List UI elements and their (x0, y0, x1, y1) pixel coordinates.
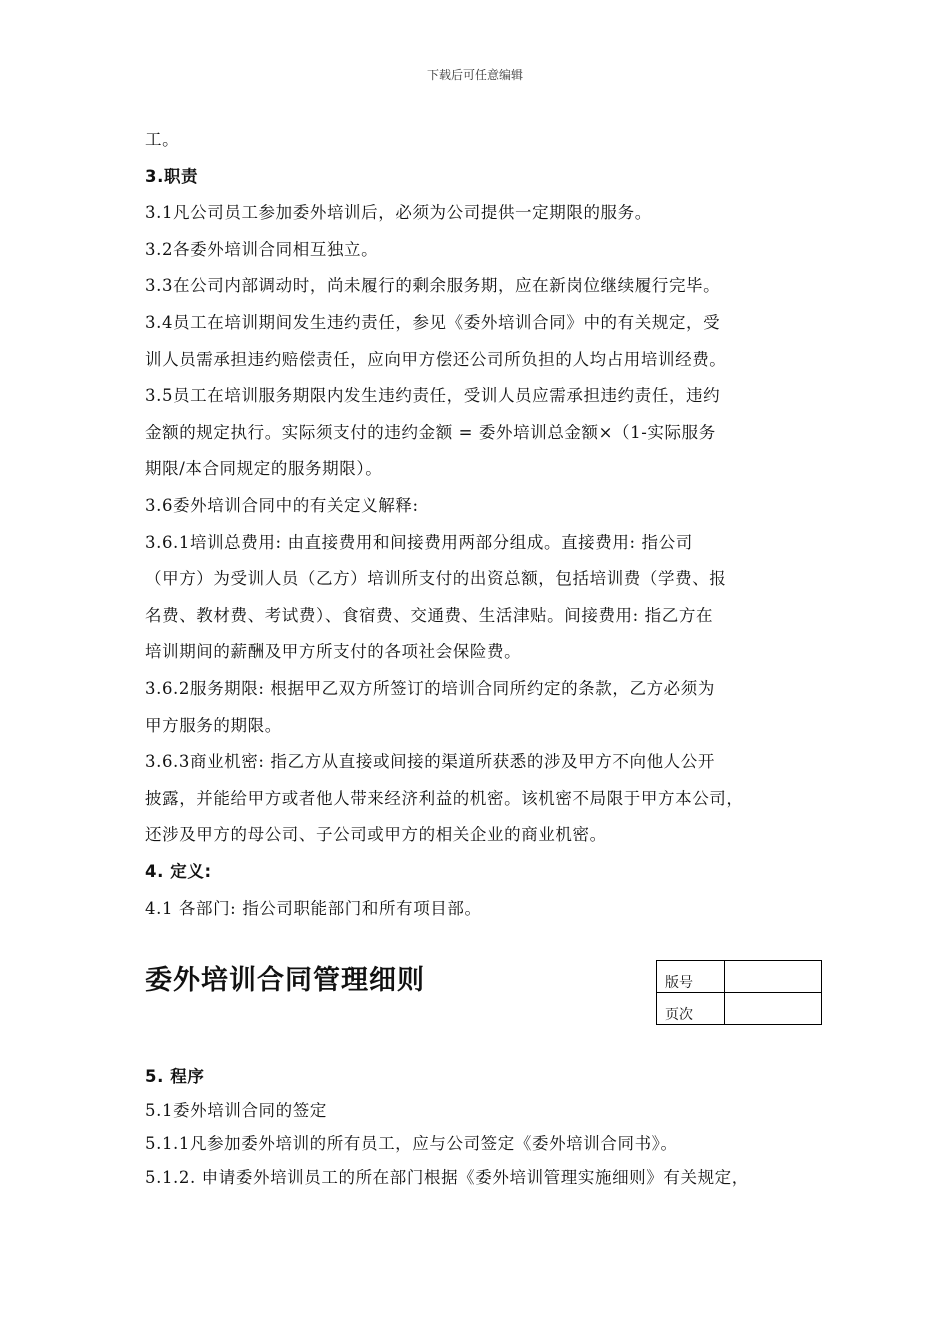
paragraph-line: 5.1.1凡参加委外培训的所有员工，应与公司签定《委外培训合同书》。 (145, 1134, 678, 1153)
page-value (725, 993, 822, 1025)
paragraph-line: （甲方）为受训人员（乙方）培训所支付的出资总额，包括培训费（学费、报 (145, 569, 727, 589)
paragraph-line: 金额的规定执行。实际须支付的违约金额 = 委外培训总金额×（1-实际服务 (145, 422, 716, 442)
page-label: 页次 (657, 993, 725, 1025)
section-heading: 4. 定义: (145, 862, 212, 881)
paragraph-line: 3.6.1培训总费用: 由直接费用和间接费用两部分组成。直接费用: 指公司 (145, 532, 693, 552)
paragraph-line: 3.4员工在培训期间发生违约责任，参见《委外培训合同》中的有关规定，受 (145, 313, 721, 332)
document-title: 委外培训合同管理细则 (145, 965, 425, 996)
paragraph-line: 3.6.2服务期限: 根据甲乙双方所签订的培训合同所约定的条款，乙方必须为 (145, 679, 715, 698)
version-value (725, 961, 822, 993)
paragraph-line: 训人员需承担违约赔偿责任，应向甲方偿还公司所负担的人均占用培训经费。 (145, 349, 727, 369)
paragraph-line: 名费、教材费、考试费）、食宿费、交通费、生活津贴。间接费用: 指乙方在 (145, 605, 714, 625)
paragraph-line: 3.5员工在培训服务期限内发生违约责任，受训人员应需承担违约责任，违约 (145, 386, 721, 406)
section-heading: 3.职责 (145, 166, 199, 186)
paragraph-line: 5.1.2. 申请委外培训员工的所在部门根据《委外培训管理实施细则》有关规定， (145, 1167, 749, 1187)
paragraph-line: 期限/本合同规定的服务期限）。 (145, 459, 383, 479)
paragraph-line: 5.1委外培训合同的签定 (145, 1100, 327, 1120)
paragraph-line: 工。 (145, 130, 180, 149)
section-heading: 5. 程序 (145, 1067, 205, 1086)
paragraph-line: 3.3在公司内部调动时，尚未履行的剩余服务期，应在新岗位继续履行完毕。 (145, 276, 721, 296)
paragraph-line: 披露，并能给甲方或者他人带来经济利益的机密。该机密不局限于甲方本公司， (145, 788, 744, 808)
paragraph-line: 3.1凡公司员工参加委外培训后，必须为公司提供一定期限的服务。 (145, 203, 652, 223)
paragraph-line: 3.6.3商业机密: 指乙方从直接或间接的渠道所获悉的涉及甲方不向他人公开 (145, 752, 715, 772)
version-label: 版号 (657, 961, 725, 993)
paragraph-line: 3.6委外培训合同中的有关定义解释: (145, 496, 419, 515)
paragraph-line: 还涉及甲方的母公司、子公司或甲方的相关企业的商业机密。 (145, 825, 607, 845)
paragraph-line: 甲方服务的期限。 (145, 715, 282, 735)
version-table (656, 960, 822, 1025)
paragraph-line: 培训期间的薪酬及甲方所支付的各项社会保险费。 (145, 642, 522, 662)
paragraph-line: 4.1 各部门: 指公司职能部门和所有项目部。 (145, 898, 482, 918)
header-note: 下载后可任意编辑 (426, 68, 523, 82)
paragraph-line: 3.2各委外培训合同相互独立。 (145, 239, 379, 259)
